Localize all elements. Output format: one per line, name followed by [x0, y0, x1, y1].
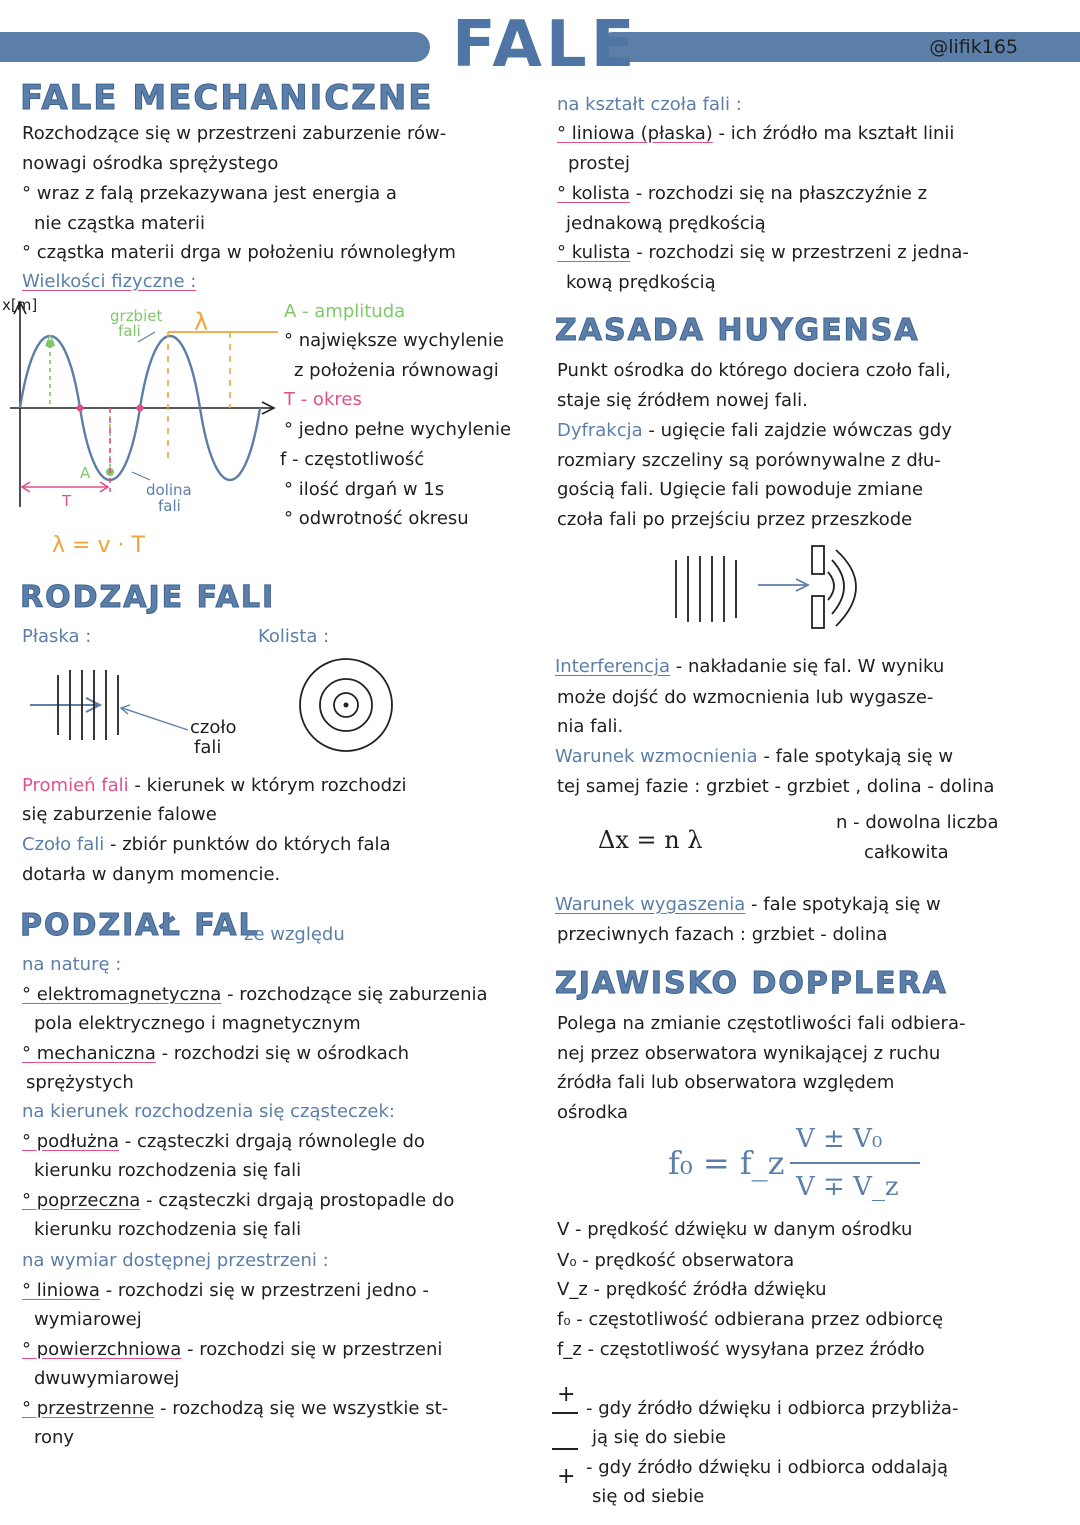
doppler-fraction-bar: [790, 1162, 920, 1164]
var-v: V - prędkość dźwięku w danym ośrodku: [557, 1219, 913, 1240]
amplification-def: - fale spotykają się w: [757, 746, 954, 767]
def-amplitude: A - amplituda: [284, 301, 406, 322]
diffraction-term: Dyfrakcja: [557, 420, 643, 441]
doppler-formula-denominator: V ∓ V_z: [796, 1172, 899, 1202]
var-v0: V₀ - prędkość obserwatora: [557, 1250, 795, 1271]
sign-bar-bottom: [552, 1448, 578, 1450]
surface-line2: dwuwymiarowej: [34, 1368, 180, 1389]
diffraction-line3: gością fali. Ugięcie fali powoduje zmiane: [557, 479, 924, 500]
spatial-line2: rony: [34, 1427, 75, 1448]
front-spherical-2: kową prędkością: [566, 272, 716, 293]
front-linear-term: ° liniowa (płaska): [557, 123, 713, 144]
diffraction-line1: [557, 416, 952, 446]
surface-def: - rozchodzi się w przestrzeni: [181, 1339, 443, 1360]
diffraction-def: - ugięcie fali zajdzie wówczas gdy: [642, 420, 952, 441]
front-line1: [22, 830, 391, 860]
em-def: - rozchodzące się zaburzenia: [221, 984, 488, 1005]
diffraction-line4: czoła fali po przejściu przez przeszkode: [557, 509, 913, 530]
front-shape-intro: na kształt czoła fali :: [557, 94, 742, 115]
path-difference-formula: Δx = n λ: [598, 826, 703, 854]
mech-line1: Rozchodzące się w przestrzeni zaburzenie rów-: [22, 123, 447, 144]
def-period: T - okres: [284, 389, 362, 410]
sign-bar-top: [552, 1412, 578, 1414]
front-spherical-term: ° kulista: [557, 242, 631, 263]
heading-zjawisko-dopplera: ZJAWISKO DOPPLERA: [555, 966, 948, 1001]
spatial-term: ° przestrzenne: [22, 1398, 155, 1419]
def-amplitude-3: z położenia równowagi: [294, 360, 499, 381]
amplitude-label-top: A: [45, 332, 56, 350]
recede-line2: się od siebie: [592, 1486, 705, 1507]
author-handle: @lifik165: [929, 36, 1018, 58]
longitudinal-line1: [22, 1127, 425, 1157]
title-bar-left: [0, 32, 430, 62]
diffraction-diagram: [666, 540, 886, 640]
def-frequency-2: ° ilość drgań w 1s: [284, 479, 445, 500]
interference-line3: nia fali.: [557, 716, 624, 737]
longitudinal-line2: kierunku rozchodzenia się fali: [34, 1160, 302, 1181]
crest-label-2: fali: [118, 322, 141, 340]
spatial-line1: [22, 1394, 448, 1424]
transverse-term: ° poprzeczna: [22, 1190, 141, 1211]
division-sub: ze względu: [244, 924, 345, 945]
mech-line5: ° cząstka materii drga w położeniu równoległym: [22, 242, 456, 263]
ray-line2: się zaburzenie falowe: [22, 804, 217, 825]
approach-line2: ją się do siebie: [592, 1427, 727, 1448]
amplification-line3: n - dowolna liczba: [836, 812, 999, 833]
cancellation-line2: przeciwnych fazach : grzbiet - dolina: [557, 924, 888, 945]
ray-line1: [22, 771, 406, 801]
front-circular-term: ° kolista: [557, 183, 630, 204]
front-line2: dotarła w danym momencie.: [22, 864, 281, 885]
diffraction-line2: rozmiary szczeliny są porównywalne z dłu-: [557, 450, 941, 471]
linear-def: - rozchodzi się w przestrzeni jedno -: [99, 1280, 429, 1301]
doppler-formula-numerator: V ± V₀: [796, 1124, 883, 1154]
def-frequency-3: ° odwrotność okresu: [284, 508, 469, 529]
heading-zasada-huygensa: ZASADA HUYGENSA: [555, 313, 920, 348]
amplification-line2: tej samej fazie : grzbiet - grzbiet , dolina - dolina: [557, 776, 995, 797]
approach-line1: - gdy źródło dźwięku i odbiorca przybliża-: [586, 1398, 959, 1419]
front-spherical-1: [557, 238, 969, 268]
doppler-formula-lhs: f₀ = f_z: [668, 1144, 785, 1182]
nature-label: na naturę :: [22, 954, 122, 975]
longitudinal-term: ° podłużna: [22, 1131, 119, 1152]
linear-term: ° liniowa: [22, 1280, 100, 1301]
sign-plus-bottom: +: [557, 1464, 576, 1489]
front-linear-1: [557, 119, 954, 149]
var-fz: f_z - częstotliwość wysyłana przez źródło: [557, 1339, 925, 1360]
front-circular-1: [557, 179, 927, 209]
mech-type-def: - rozchodzi się w ośrodkach: [155, 1043, 410, 1064]
trough-label-1: dolina: [146, 481, 192, 499]
em-line1: [22, 980, 488, 1010]
quantities-label: Wielkości fizyczne :: [22, 271, 197, 292]
front-term: Czoło fali: [22, 834, 105, 855]
interference-term: Interferencja: [555, 656, 671, 677]
axis-label: x[m]: [2, 296, 38, 314]
front-circular-2: jednakową prędkością: [566, 213, 766, 234]
front-linear-def: - ich źródło ma kształt linii: [712, 123, 955, 144]
wavelength-formula: λ = v · T: [52, 533, 145, 558]
huygens-line2: staje się źródłem nowej fali.: [557, 390, 808, 411]
huygens-line1: Punkt ośrodka do którego dociera czoło fali,: [557, 360, 952, 381]
mech-line2: nowagi ośrodka sprężystego: [22, 153, 279, 174]
amplification-line4: całkowita: [864, 842, 949, 863]
ray-def: - kierunek w którym rozchodzi: [128, 775, 407, 796]
interference-line1: [555, 652, 944, 682]
flat-label: Płaska :: [22, 626, 92, 647]
front-def: - zbiór punktów do których fala: [104, 834, 391, 855]
amplification-line1: [555, 742, 953, 772]
def-period-2: ° jedno pełne wychylenie: [284, 419, 512, 440]
amplification-term: Warunek wzmocnienia: [555, 746, 758, 767]
var-f0: f₀ - częstotliwość odbierana przez odbiorcę: [557, 1309, 944, 1330]
front-spherical-def: - rozchodzi się w przestrzeni z jedna-: [630, 242, 969, 263]
def-frequency: f - częstotliwość: [280, 449, 425, 470]
em-line2: pola elektrycznego i magnetycznym: [34, 1013, 361, 1034]
def-amplitude-2: ° największe wychylenie: [284, 330, 504, 351]
mech-line4: nie cząstka materii: [34, 213, 205, 234]
front-label-1: czoło: [190, 717, 237, 738]
var-vz: V_z - prędkość źródła dźwięku: [557, 1279, 827, 1300]
direction-label: na kierunek rozchodzenia się cząsteczek:: [22, 1101, 395, 1122]
spatial-def: - rozchodzą się we wszystkie st-: [154, 1398, 449, 1419]
transverse-line1: [22, 1186, 454, 1216]
transverse-def: - cząsteczki drgają prostopadle do: [140, 1190, 455, 1211]
doppler-line2: nej przez obserwatora wynikającej z ruchu: [557, 1043, 941, 1064]
em-term: ° elektromagnetyczna: [22, 984, 222, 1005]
trough-label-2: fali: [158, 497, 181, 515]
front-linear-2: prostej: [568, 153, 630, 174]
doppler-line4: ośrodka: [557, 1102, 628, 1123]
interference-line2: może dojść do wzmocnienia lub wygasze-: [557, 687, 934, 708]
linear-line2: wymiarowej: [34, 1309, 142, 1330]
crest-label-1: grzbiet: [110, 307, 163, 325]
ray-term: Promień fali: [22, 775, 129, 796]
cancellation-term: Warunek wygaszenia: [555, 894, 746, 915]
doppler-line1: Polega na zmianie częstotliwości fali odbiera-: [557, 1013, 966, 1034]
heading-rodzaje-fali: RODZAJE FALI: [20, 580, 276, 615]
recede-line1: - gdy źródło dźwięku i odbiorca oddalają: [586, 1457, 949, 1478]
doppler-line3: źródła fali lub obserwatora względem: [557, 1072, 895, 1093]
lambda-symbol: λ: [194, 308, 209, 336]
heading-podzial-fal: PODZIAŁ FAL: [20, 908, 260, 943]
dimension-label: na wymiar dostępnej przestrzeni :: [22, 1250, 329, 1271]
front-label-2: fali: [194, 737, 222, 758]
sign-plus-top: +: [557, 1382, 576, 1407]
period-label: T: [62, 492, 72, 510]
amplitude-label-bottom: A: [80, 464, 91, 482]
transverse-line2: kierunku rozchodzenia się fali: [34, 1219, 302, 1240]
mech-line3: ° wraz z falą przekazywana jest energia a: [22, 183, 397, 204]
interference-def: - nakładanie się fal. W wyniku: [670, 656, 945, 677]
mech-type-term: ° mechaniczna: [22, 1043, 156, 1064]
surface-term: ° powierzchniowa: [22, 1339, 182, 1360]
mech-type-line2: sprężystych: [26, 1072, 134, 1093]
cancellation-line1: [555, 890, 941, 920]
longitudinal-def: - cząsteczki drgają równolegle do: [119, 1131, 425, 1152]
mech-type-line1: [22, 1039, 409, 1069]
surface-line1: [22, 1335, 442, 1365]
heading-fale-mechaniczne: FALE MECHANICZNE: [20, 78, 434, 118]
cancellation-def: - fale spotykają się w: [745, 894, 941, 915]
front-circular-def: - rozchodzi się na płaszczyźnie z: [629, 183, 928, 204]
page-title: FALE: [452, 8, 639, 82]
linear-line1: [22, 1276, 429, 1306]
circular-label: Kolista :: [258, 626, 330, 647]
